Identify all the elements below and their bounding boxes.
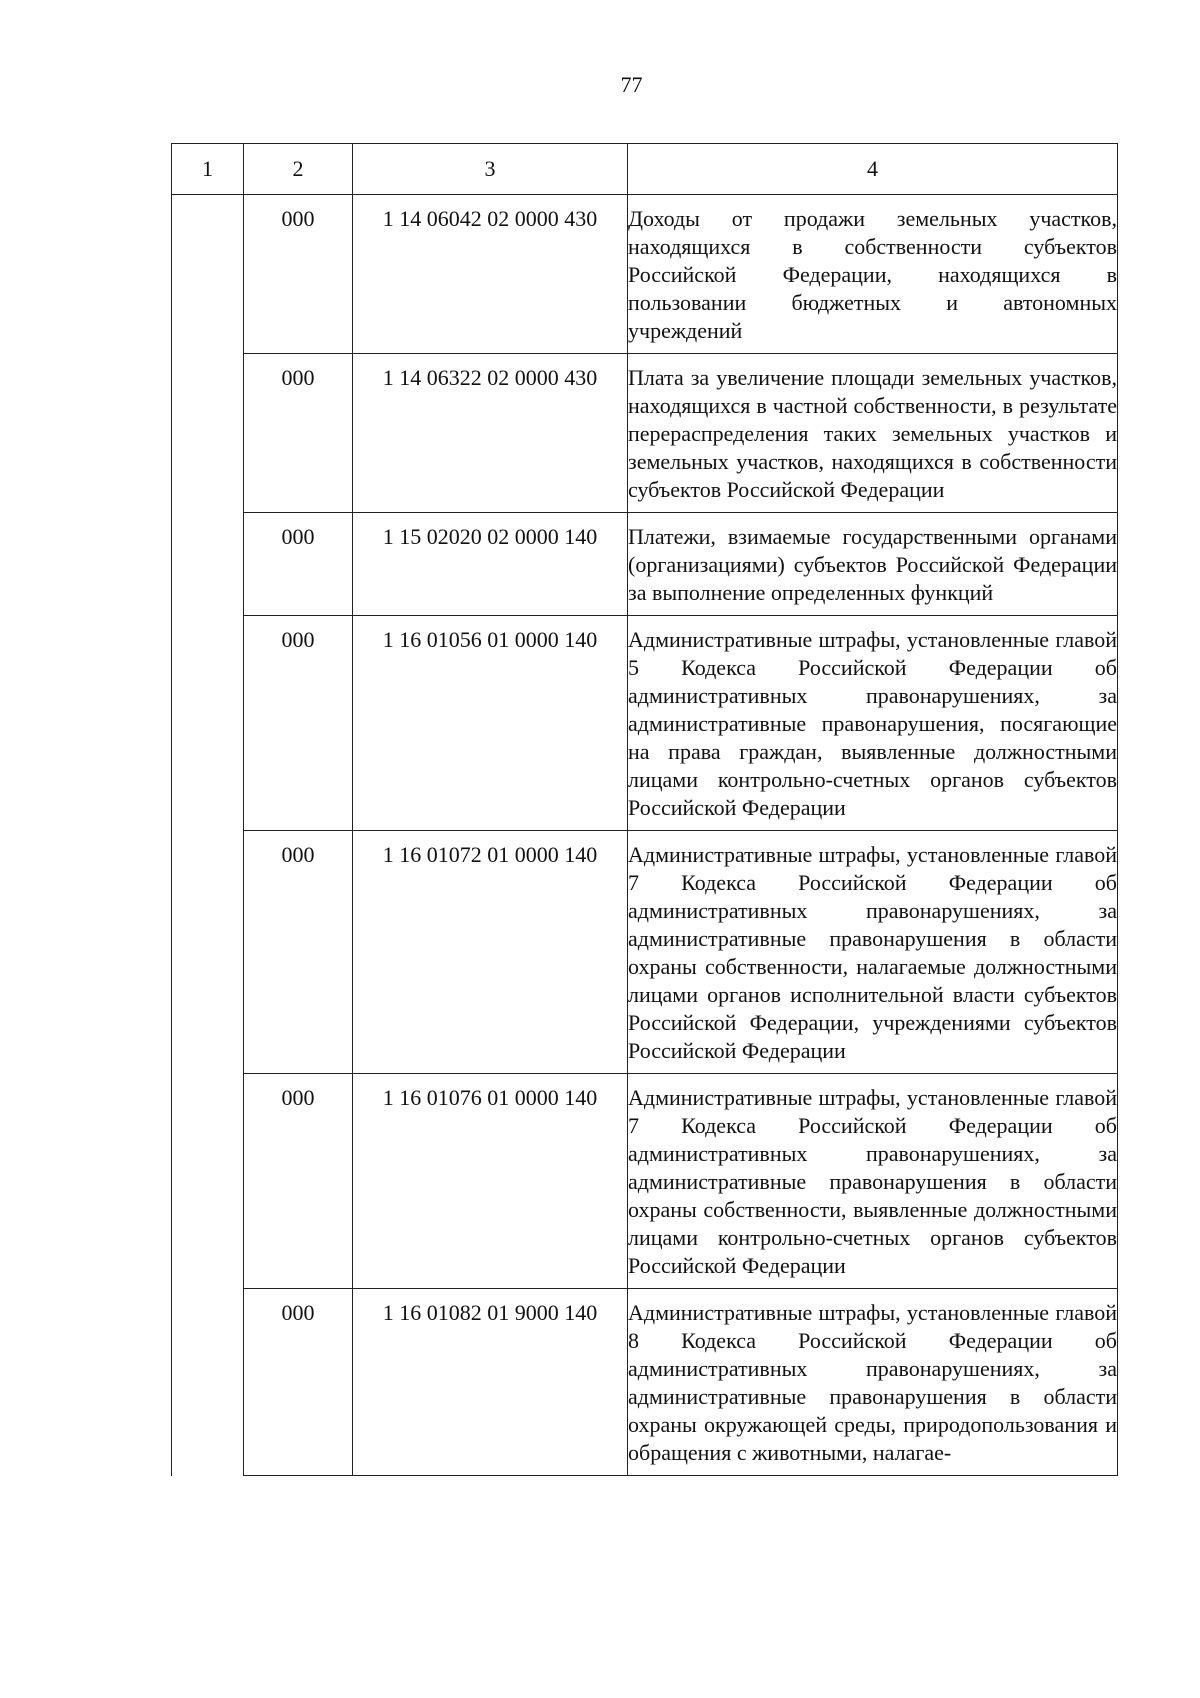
cell-description: Административные штрафы, установленные главой 5 Кодекса Российской Федерации об административных правонарушениях, за административные правонарушения, посягающие на права граждан, выявленные должностными лицами контрольно-счетных органов субъектов Российской Федерации — [628, 616, 1118, 831]
cell-budget-code: 1 16 01056 01 0000 140 — [353, 616, 628, 831]
cell-budget-code: 1 16 01082 01 9000 140 — [353, 1289, 628, 1476]
page-number: 77 — [620, 72, 643, 97]
table-row — [172, 1289, 1118, 1476]
cell-col-1 — [172, 1074, 244, 1289]
cell-description: Платежи, взимаемые государственными органами (организациями) субъектов Российской Федерации за выполнение определенных функций — [628, 513, 1118, 616]
header-col-2: 2 — [244, 144, 353, 195]
cell-admin-code: 000 — [244, 354, 353, 513]
header-row — [172, 144, 1118, 195]
cell-col-1 — [172, 354, 244, 513]
cell-description: Административные штрафы, установленные главой 7 Кодекса Российской Федерации об административных правонарушениях, за административные правонарушения в области охраны собственности, выявленные должностными лицами контрольно-счетных органов субъектов Российской Федерации — [628, 1074, 1118, 1289]
cell-col-1 — [172, 195, 244, 354]
table-body — [172, 195, 1118, 1476]
table-header — [172, 144, 1118, 195]
cell-budget-code: 1 15 02020 02 0000 140 — [353, 513, 628, 616]
cell-description: Административные штрафы, установленные главой 8 Кодекса Российской Федерации об административных правонарушениях, за административные правонарушения в области охраны окружающей среды, природопользования и обращения с животными, налагае- — [628, 1289, 1118, 1476]
cell-description: Плата за увеличение площади земельных участков, находящихся в частной собственности, в результате перераспределения таких земельных участков и земельных участков, находящихся в собственности субъектов Российской Федерации — [628, 354, 1118, 513]
header-col-1: 1 — [172, 144, 244, 195]
header-col-4: 4 — [628, 144, 1118, 195]
table-row — [172, 195, 1118, 354]
table-row — [172, 1074, 1118, 1289]
cell-col-1 — [172, 616, 244, 831]
cell-admin-code: 000 — [244, 195, 353, 354]
table-row — [172, 354, 1118, 513]
cell-col-1 — [172, 513, 244, 616]
cell-budget-code: 1 16 01072 01 0000 140 — [353, 831, 628, 1074]
cell-col-1 — [172, 831, 244, 1074]
cell-admin-code: 000 — [244, 513, 353, 616]
cell-admin-code: 000 — [244, 616, 353, 831]
header-col-3: 3 — [353, 144, 628, 195]
cell-budget-code: 1 14 06042 02 0000 430 — [353, 195, 628, 354]
table-row — [172, 513, 1118, 616]
revenue-codes-table — [171, 143, 1118, 1476]
table-row — [172, 831, 1118, 1074]
cell-admin-code: 000 — [244, 831, 353, 1074]
cell-admin-code: 000 — [244, 1074, 353, 1289]
cell-col-1 — [172, 1289, 244, 1476]
table-row — [172, 616, 1118, 831]
cell-admin-code: 000 — [244, 1289, 353, 1476]
cell-description: Доходы от продажи земельных участков, находящихся в собственности субъектов Российской Федерации, находящихся в пользовании бюджетных и автономных учреждений — [628, 195, 1118, 354]
cell-budget-code: 1 16 01076 01 0000 140 — [353, 1074, 628, 1289]
cell-description: Административные штрафы, установленные главой 7 Кодекса Российской Федерации об административных правонарушениях, за административные правонарушения в области охраны собственности, налагаемые должностными лицами органов исполнительной власти субъектов Российской Федерации, учреждениями субъектов Российской Федерации — [628, 831, 1118, 1074]
cell-budget-code: 1 14 06322 02 0000 430 — [353, 354, 628, 513]
